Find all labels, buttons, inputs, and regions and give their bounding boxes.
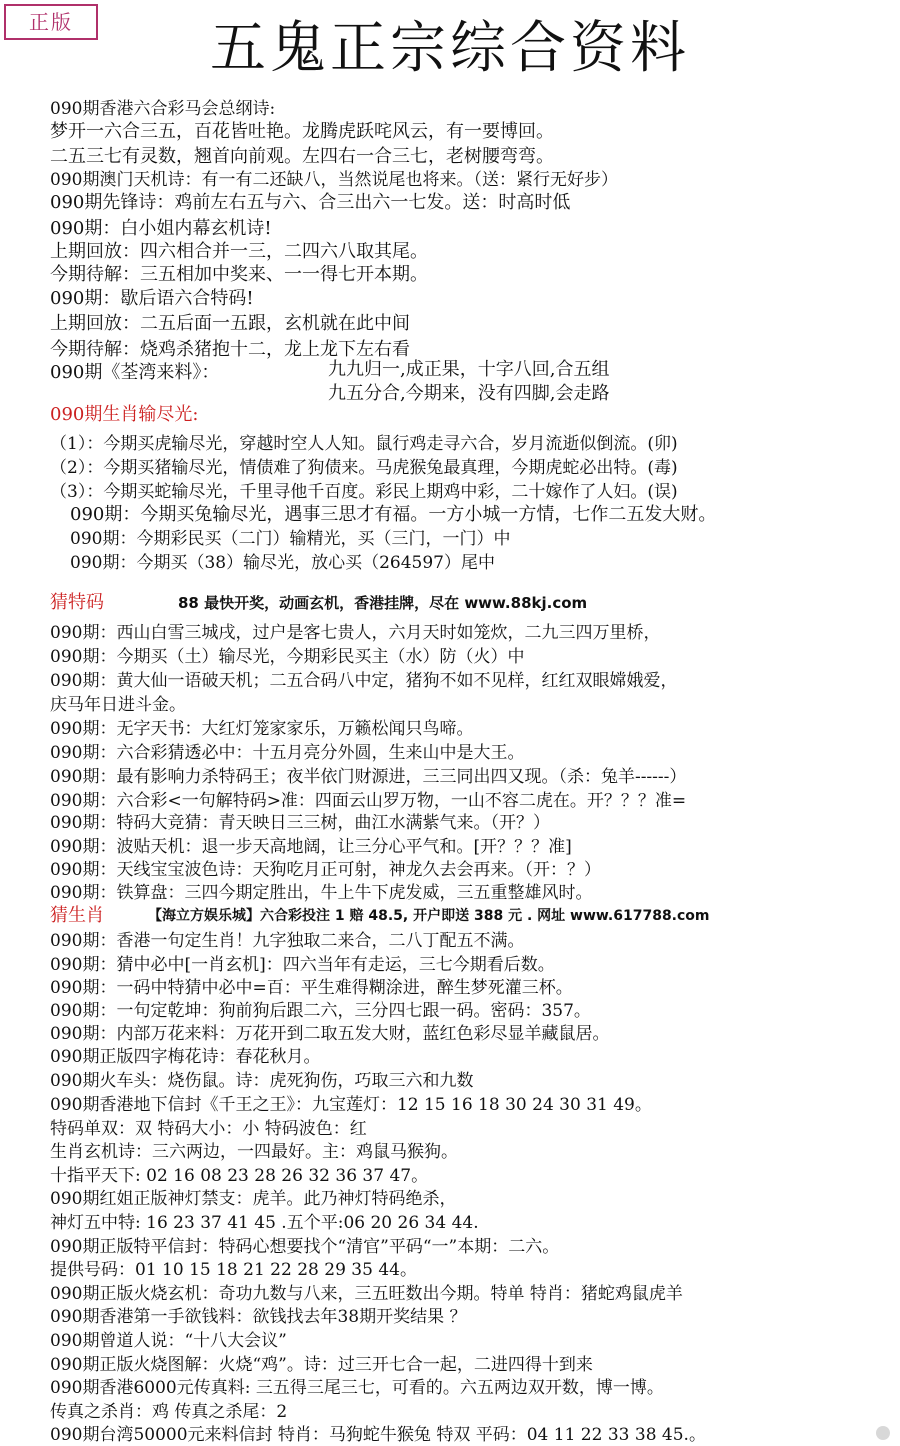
bottom-line: 090期香港地下信封《千王之王》：九宝莲灯：12 15 16 18 30 24 30 31 49。 (50, 1095, 652, 1115)
bottom-line: 090期曾道人说：“十八大会议” (50, 1331, 287, 1351)
tema-line: 090期：今期买（土）输尽光，今期彩民买主（水）防（火）中 (50, 647, 525, 667)
bottom-line: 090期正版火烧玄机：奇功九数与八来，三五旺数出今期。特单 特肖：猪蛇鸡鼠虎羊 (50, 1284, 683, 1304)
section1-line: 090期：歇后语六合特码! (50, 288, 254, 309)
tema-line: 090期：最有影响力杀特码王；夜半依门财源进，三三同出四又现。（杀：兔羊------） (50, 767, 687, 787)
bottom-line: 090期火车头：烧伤鼠。诗：虎死狗伤，巧取三六和九数 (50, 1071, 474, 1091)
bottom-line: 090期正版火烧图解：火烧“鸡”。诗：过三开七合一起，二进四得十到来 (50, 1355, 593, 1375)
tema-line: 090期：天线宝宝波色诗：天狗吃月正可射，神龙久去会再来。（开：？） (50, 860, 601, 880)
section1-line: 今期待解：三五相加中奖来、一一得七开本期。 (50, 264, 428, 285)
bottom-line: 090期：猜中必中[一肖玄机]：四六当年有走运，三七今期看后数。 (50, 955, 555, 975)
section1-line: 090期澳门天机诗：有一有二还缺八，当然说尾也将来。（送：紧行无好步） (50, 170, 618, 190)
corner-dot-icon (876, 1426, 890, 1440)
shengxiao-line: （2）：今期买猪输尽光，情债难了狗债来。马虎猴兔最真理，今期虎蛇必出特。(毒) (50, 458, 678, 478)
section1-line: 090期香港六合彩马会总纲诗: (50, 99, 276, 119)
tema-line: 090期：黄大仙一语破天机；二五合码八中定，猪狗不如不见样，红红双眼嫦娥爱， (50, 671, 678, 691)
tema-line: 090期：无字天书：大红灯笼家家乐，万籁松闻只鸟啼。 (50, 719, 474, 739)
shengxiao-header: 090期生肖输尽光: (50, 404, 199, 425)
bottom-line: 090期正版四字梅花诗：春花秋月。 (50, 1047, 321, 1067)
bottom-line: 提供号码：01 10 15 18 21 22 28 29 35 44。 (50, 1260, 417, 1280)
bottom-line: 特码单双：双 特码大小：小 特码波色：红 (50, 1119, 367, 1139)
bottom-line: 090期：一句定乾坤：狗前狗后跟二六，三分四七跟一码。密码：357。 (50, 1001, 591, 1021)
section1-line: 090期：白小姐内幕玄机诗! (50, 218, 272, 239)
bottom-line: 090期：一码中特猜中必中=百：平生难得糊涂进，醉生梦死灌三杯。 (50, 978, 573, 998)
tema-line: 090期：六合彩<一句解特码>准：四面云山罗万物，一山不容二虎在。开？？？准= (50, 791, 687, 811)
bottom-line: 传真之杀肖：鸡 传真之杀尾：2 (50, 1402, 288, 1422)
tema-line: 090期：铁算盘：三四今期定胜出，牛上牛下虎发威，三五重整雄风时。 (50, 883, 593, 903)
bottom-line: 090期：香港一句定生肖！九字独取二来合，二八丁配五不满。 (50, 931, 525, 951)
shengxiao-line: （1）：今期买虎输尽光，穿越时空人人知。鼠行鸡走寻六合，岁月流逝似倒流。(卯) (50, 434, 678, 454)
quan-line: 九五分合,今期来，没有四脚,会走路 (328, 383, 610, 404)
bottom-line: 090期台湾50000元来料信封 特肖：马狗蛇牛猴兔 特双 平码：04 11 22 33 38 45.。 (50, 1425, 706, 1445)
shengxiao-line: 090期：今期买兔输尽光，遇事三思才有福。一方小城一方情，七作二五发大财。 (70, 504, 717, 525)
section1-line: 上期回放：四六相合并一三，二四六八取其尾。 (50, 241, 428, 262)
section1-line: 今期待解：烧鸡杀猪抱十二，龙上龙下左右看 (50, 339, 410, 360)
section1-line: 二五三七有灵数，翘首向前观。左四右一合三七，老树腰弯弯。 (50, 146, 554, 167)
bottom-line: 090期香港第一手欲钱料：欲钱找去年38期开奖结果 ？ (50, 1307, 467, 1327)
page-title: 五鬼正宗综合资料 (210, 16, 690, 81)
shengxiao-line: （3）：今期买蛇输尽光，千里寻他千百度。彩民上期鸡中彩，二十嫁作了人妇。(误) (50, 482, 678, 502)
bottom-line: 090期红姐正版神灯禁支：虎羊。此乃神灯特码绝杀， (50, 1189, 457, 1209)
zhengban-stamp: 正版 (4, 4, 98, 40)
ad-617788: 【海立方娱乐城】六合彩投注 1 赔 48.5, 开户即送 388 元 . 网址 www.617788.com (148, 908, 710, 924)
bottom-line: 090期香港6000元传真料: 三五得三尾三七，可看的。六五两边双开数，博一博。 (50, 1378, 664, 1398)
section1-line: 090期先锋诗：鸡前左右五与六、合三出六一七发。送：时高时低 (50, 192, 571, 213)
tema-line: 庆马年日进斗金。 (50, 695, 186, 715)
tema-line: 090期：西山白雪三城戌，过户是客七贵人，六月天时如笼炊，二九三四万里桥， (50, 623, 661, 643)
shengxiao-line: 090期：今期彩民买（二门）输精光，买（三门，一门）中 (70, 529, 511, 549)
quan-label: 090期《荃湾来料》： (50, 362, 220, 383)
shengxiao-line: 090期：今期买（38）输尽光，放心买（264597）尾中 (70, 553, 495, 573)
section1-line: 梦开一六合三五，百花皆吐艳。龙腾虎跃咤风云，有一要博回。 (50, 121, 554, 142)
bottom-line: 090期：内部万花来料：万花开到二取五发大财，蓝红色彩尽显羊藏鼠居。 (50, 1024, 610, 1044)
bottom-line: 十指平天下: 02 16 08 23 28 26 32 36 37 47。 (50, 1166, 429, 1186)
tema-line: 090期：波贴天机：退一步天高地阔，让三分心平气和。[开？？？准] (50, 837, 572, 857)
quan-line: 九九归一,成正果，十字八回,合五组 (328, 359, 610, 380)
tema-line: 090期：六合彩猜透必中：十五月亮分外圆，生来山中是大王。 (50, 743, 525, 763)
bottom-line: 神灯五中特: 16 23 37 41 45 .五个平:06 20 26 34 44. (50, 1213, 479, 1233)
section1-line: 上期回放：二五后面一五跟，玄机就在此中间 (50, 313, 410, 334)
cai-shengxiao-header: 猜生肖 (50, 905, 104, 926)
cai-tema-header: 猜特码 (50, 592, 104, 613)
bottom-line: 090期正版特平信封：特码心想要找个“清官”平码“一”本期：二六。 (50, 1237, 560, 1257)
bottom-line: 生肖玄机诗：三六两边，一四最好。主：鸡鼠马猴狗。 (50, 1142, 458, 1162)
tema-line: 090期：特码大竞猜：青天映日三三树，曲江水满紫气来。（开？） (50, 813, 550, 833)
ad-88kj: 88 最快开奖，动画玄机，香港挂牌，尽在 www.88kj.com (178, 594, 588, 612)
